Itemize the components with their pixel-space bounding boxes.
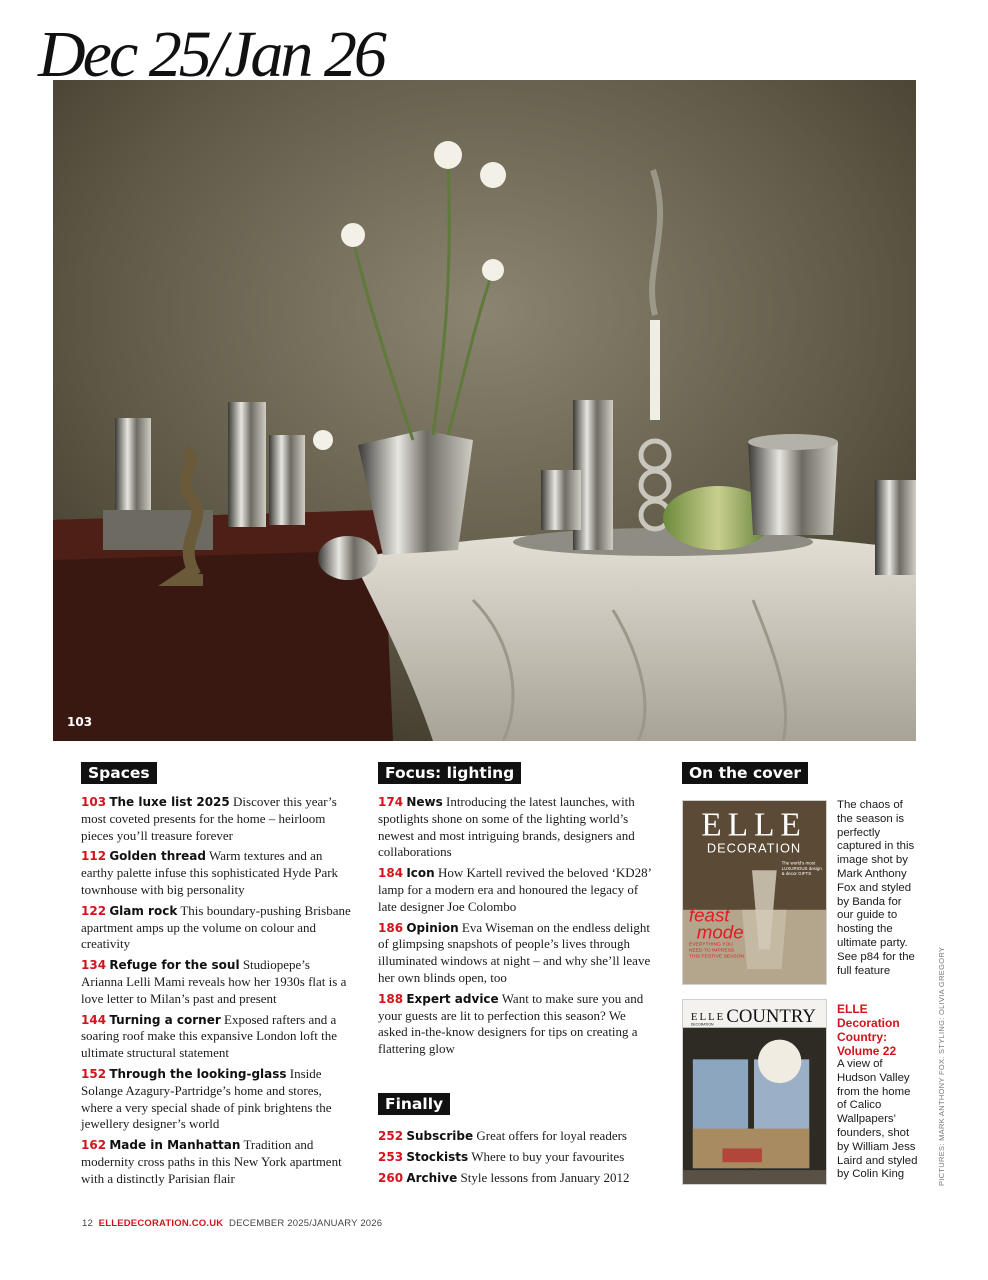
focus-list [378,794,656,1062]
toc-title: Golden thread [109,849,206,864]
toc-page-number: 134 [81,958,107,973]
hero-photo [53,80,916,741]
country-masthead-decoration: DECORATION [690,1022,714,1027]
toc-entry [81,903,351,953]
section-label-spaces: Spaces [81,762,157,784]
cover-caption-country [837,1002,919,1182]
toc-description: Introducing the latest launches, with spotlights shone on some of the lighting world’s newest and most intriguing brands, designers and collaborations [378,794,635,860]
toc-description: Inside Solange Azagury-Partridge’s home and stores, where a very special shade of pink brightens the jewellery designer’s world [81,1065,332,1132]
toc-entry [81,1012,351,1062]
toc-description: Tradition and modernity cross paths in this New York apartment with a distinctly Parisian flair [81,1137,342,1186]
cover-headline-feast: feast [688,904,730,926]
toc-entry [378,1149,668,1166]
issue-title: Dec 25/Jan 26 [38,18,384,91]
toc-page-number: 260 [378,1170,404,1185]
toc-page-number: 253 [378,1149,404,1164]
cover-image-main [682,800,827,985]
toc-description: Studiopepe’s Arianna Lelli Mami reveals how her 1930s flat is a love letter to Milan’s past and present [81,957,347,1006]
toc-title: The luxe list 2025 [109,795,230,809]
footer-page-number: 12 [82,1218,93,1229]
toc-description: Eva Wiseman on the endless delight of glimpsing snapshots of people’s lives through illuminated windows at night – and why she’ll leave her own blinds open, too [378,919,651,985]
cover-main-illustration [683,801,826,984]
cover-image-country [682,999,827,1185]
toc-entry [378,1170,668,1187]
section-label-finally: Finally [378,1093,450,1115]
toc-entry [81,848,351,898]
section-label-focus-lighting: Focus: lighting [378,762,521,784]
toc-entry [378,1128,668,1145]
toc-page-number: 252 [378,1129,404,1143]
finally-list [378,1128,668,1190]
toc-page-number: 186 [378,920,404,935]
toc-page-number: 184 [378,866,404,881]
toc-page-number: 174 [378,795,404,809]
toc-entry [378,794,656,861]
toc-title: Archive [406,1170,458,1185]
toc-description: Style lessons from January 2012 [460,1169,630,1185]
toc-page-number: 122 [81,903,107,918]
toc-page-number: 144 [81,1012,107,1027]
toc-title: Expert advice [406,991,499,1006]
cover-caption-country-text: A view of Hudson Valley from the home of Calico Wallpapers’ founders, shot by William Jess Laird and styled by Colin King [837,1058,918,1181]
cover-country-illustration [683,1000,826,1184]
toc-description: Discover this year’s most coveted presents for the home – heirloom pieces you’ll treasure forever [81,794,337,843]
toc-entry [378,991,656,1058]
toc-title: Opinion [406,920,459,935]
toc-page-number: 188 [378,991,404,1006]
toc-entry [81,1066,351,1133]
toc-page-number: 103 [81,795,107,809]
toc-title: Turning a corner [109,1012,221,1027]
toc-title: Subscribe [406,1129,474,1143]
toc-entry [81,1137,351,1187]
toc-entry [81,794,351,844]
toc-title: Icon [406,866,435,881]
toc-description: This boundary-pushing Brisbane apartment amps up the volume on colour and creativity [81,902,351,952]
toc-title: Through the looking-glass [109,1066,287,1081]
toc-entry [81,957,351,1007]
page-footer [82,1218,382,1229]
still-life-illustration [53,80,916,741]
toc-description: Where to buy your favourites [471,1148,625,1164]
toc-entry [378,920,656,987]
toc-title: Glam rock [109,903,178,918]
hero-page-number: 103 [67,715,93,729]
section-label-on-the-cover: On the cover [682,762,808,784]
cover-masthead-subtitle: DECORATION [706,840,802,856]
toc-description: Warm textures and an earthy palette infuse this sophisticated Hyde Park townhouse with big personality [81,848,339,897]
toc-page-number: 152 [81,1066,107,1081]
toc-description: Want to make sure you and your guests are lit to perfection this season? We asked in-the-know designers for tips on creating a flattering glow [378,990,644,1057]
photo-credits: PICTURES: MARK ANTHONY FOX. STYLING: OLIVIA GREGORY [937,946,946,1186]
toc-page-number: 162 [81,1138,107,1153]
spaces-list [81,794,351,1192]
cover-caption-country-title: ELLE Decoration Country: Volume 22 [837,1002,900,1058]
cover-headline-mode: mode [696,921,744,943]
country-masthead-country: COUNTRY [726,1005,816,1027]
cover-masthead: ELLE [701,806,807,844]
footer-site: ELLEDECORATION.CO.UK [98,1218,224,1229]
toc-title: News [406,795,443,809]
toc-description: Great offers for loyal readers [476,1128,627,1143]
toc-title: Refuge for the soul [109,958,240,973]
toc-description: How Kartell revived the beloved ‘KD28’ lamp for a modern era and honoured the legacy of late designer Joe Colombo [378,865,652,914]
toc-page-number: 112 [81,849,107,864]
country-masthead-elle: ELLE [690,1010,726,1023]
toc-title: Made in Manhattan [109,1138,241,1153]
toc-entry [378,865,656,915]
cover-side-text: The world’s most LUXURIOUS design & decor GIFTS [781,860,822,877]
toc-description: Exposed rafters and a soaring roof make this expansive London loft the ultimate structural statement [81,1011,337,1061]
cover-strap: EVERYTHING YOU NEED TO IMPRESS THIS FESTIVE SEASON [688,941,745,960]
cover-caption-main: The chaos of the season is perfectly captured in this image shot by Mark Anthony Fox and styled by Banda for our guide to hosting the ultimate party. See p84 for the full feature [837,799,915,977]
footer-issue: DECEMBER 2025/JANUARY 2026 [229,1218,383,1229]
toc-title: Stockists [406,1149,469,1164]
